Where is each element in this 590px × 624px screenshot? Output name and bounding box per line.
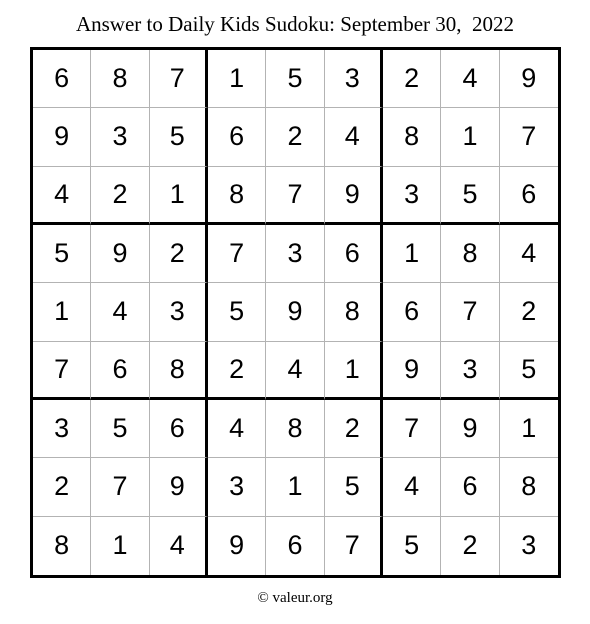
sudoku-cell-r4-c3: 2 [150, 225, 208, 283]
sudoku-cell-r8-c4: 3 [208, 458, 266, 516]
sudoku-cell-r2-c1: 9 [33, 108, 91, 166]
sudoku-cell-r7-c5: 8 [266, 400, 324, 458]
sudoku-cell-r5-c4: 5 [208, 283, 266, 341]
sudoku-cell-r1-c9: 9 [500, 50, 558, 108]
sudoku-cell-r1-c7: 2 [383, 50, 441, 108]
sudoku-cell-r2-c4: 6 [208, 108, 266, 166]
sudoku-cell-r1-c1: 6 [33, 50, 91, 108]
sudoku-cell-r8-c3: 9 [150, 458, 208, 516]
sudoku-cell-r4-c1: 5 [33, 225, 91, 283]
sudoku-cell-r3-c6: 9 [325, 167, 383, 225]
sudoku-cell-r7-c3: 6 [150, 400, 208, 458]
sudoku-cell-r9-c4: 9 [208, 517, 266, 575]
sudoku-cell-r4-c5: 3 [266, 225, 324, 283]
sudoku-cell-r1-c3: 7 [150, 50, 208, 108]
sudoku-cell-r7-c2: 5 [91, 400, 149, 458]
puzzle-title: Answer to Daily Kids Sudoku: September 30, 2022 [75, 12, 515, 36]
sudoku-cell-r1-c2: 8 [91, 50, 149, 108]
sudoku-cell-r7-c6: 2 [325, 400, 383, 458]
sudoku-cell-r3-c5: 7 [266, 167, 324, 225]
sudoku-cell-r8-c7: 4 [383, 458, 441, 516]
sudoku-cell-r7-c4: 4 [208, 400, 266, 458]
sudoku-cell-r4-c7: 1 [383, 225, 441, 283]
sudoku-cell-r8-c6: 5 [325, 458, 383, 516]
sudoku-cell-r6-c7: 9 [383, 342, 441, 400]
sudoku-cell-r6-c5: 4 [266, 342, 324, 400]
sudoku-cell-r3-c3: 1 [150, 167, 208, 225]
sudoku-cell-r6-c6: 1 [325, 342, 383, 400]
sudoku-cell-r2-c3: 5 [150, 108, 208, 166]
sudoku-cell-r4-c9: 4 [500, 225, 558, 283]
sudoku-cell-r1-c8: 4 [441, 50, 499, 108]
sudoku-cell-r6-c9: 5 [500, 342, 558, 400]
sudoku-cell-r9-c2: 1 [91, 517, 149, 575]
sudoku-cell-r9-c8: 2 [441, 517, 499, 575]
sudoku-cell-r5-c2: 4 [91, 283, 149, 341]
sudoku-cell-r5-c7: 6 [383, 283, 441, 341]
sudoku-cell-r2-c2: 3 [91, 108, 149, 166]
sudoku-cell-r8-c8: 6 [441, 458, 499, 516]
sudoku-cell-r3-c2: 2 [91, 167, 149, 225]
sudoku-cell-r5-c3: 3 [150, 283, 208, 341]
sudoku-cell-r1-c5: 5 [266, 50, 324, 108]
sudoku-grid [30, 47, 561, 578]
sudoku-cell-r9-c5: 6 [266, 517, 324, 575]
sudoku-cell-r6-c1: 7 [33, 342, 91, 400]
sudoku-cell-r3-c4: 8 [208, 167, 266, 225]
sudoku-cell-r3-c7: 3 [383, 167, 441, 225]
sudoku-cell-r5-c6: 8 [325, 283, 383, 341]
sudoku-cell-r4-c4: 7 [208, 225, 266, 283]
sudoku-cell-r7-c1: 3 [33, 400, 91, 458]
sudoku-cell-r1-c6: 3 [325, 50, 383, 108]
sudoku-cell-r8-c1: 2 [33, 458, 91, 516]
sudoku-cell-r6-c4: 2 [208, 342, 266, 400]
sudoku-cell-r8-c2: 7 [91, 458, 149, 516]
sudoku-cell-r3-c9: 6 [500, 167, 558, 225]
sudoku-cell-r9-c6: 7 [325, 517, 383, 575]
sudoku-cell-r5-c8: 7 [441, 283, 499, 341]
sudoku-cell-r4-c6: 6 [325, 225, 383, 283]
sudoku-cell-r8-c9: 8 [500, 458, 558, 516]
sudoku-cell-r9-c9: 3 [521, 530, 537, 561]
sudoku-cell-r8-c5: 1 [266, 458, 324, 516]
sudoku-cell-r5-c1: 1 [33, 283, 91, 341]
sudoku-cell-r6-c8: 3 [441, 342, 499, 400]
sudoku-cell-r2-c8: 1 [441, 108, 499, 166]
sudoku-cell-r7-c8: 9 [441, 400, 499, 458]
sudoku-cell-r6-c2: 6 [91, 342, 149, 400]
sudoku-cell-r3-c8: 5 [441, 167, 499, 225]
sudoku-cell-r2-c6: 4 [325, 108, 383, 166]
copyright-footer: © valeur.org [257, 590, 333, 606]
sudoku-cell-r6-c3: 8 [150, 342, 208, 400]
sudoku-cell-r3-c1: 4 [33, 167, 91, 225]
sudoku-cell-r4-c2: 9 [91, 225, 149, 283]
sudoku-cell-r9-c1: 8 [33, 517, 91, 575]
sudoku-cell-r2-c7: 8 [383, 108, 441, 166]
sudoku-cell-r2-c5: 2 [266, 108, 324, 166]
sudoku-cell-r2-c9: 7 [500, 108, 558, 166]
sudoku-cell-r9-c3: 4 [150, 517, 208, 575]
sudoku-cell-r9-c7: 5 [383, 517, 441, 575]
sudoku-cell-r5-c9: 2 [500, 283, 558, 341]
sudoku-cell-r7-c9: 1 [500, 400, 558, 458]
sudoku-cell-r4-c8: 8 [441, 225, 499, 283]
sudoku-cell-r5-c5: 9 [266, 283, 324, 341]
sudoku-cell-r1-c4: 1 [208, 50, 266, 108]
sudoku-cell-r7-c7: 7 [383, 400, 441, 458]
